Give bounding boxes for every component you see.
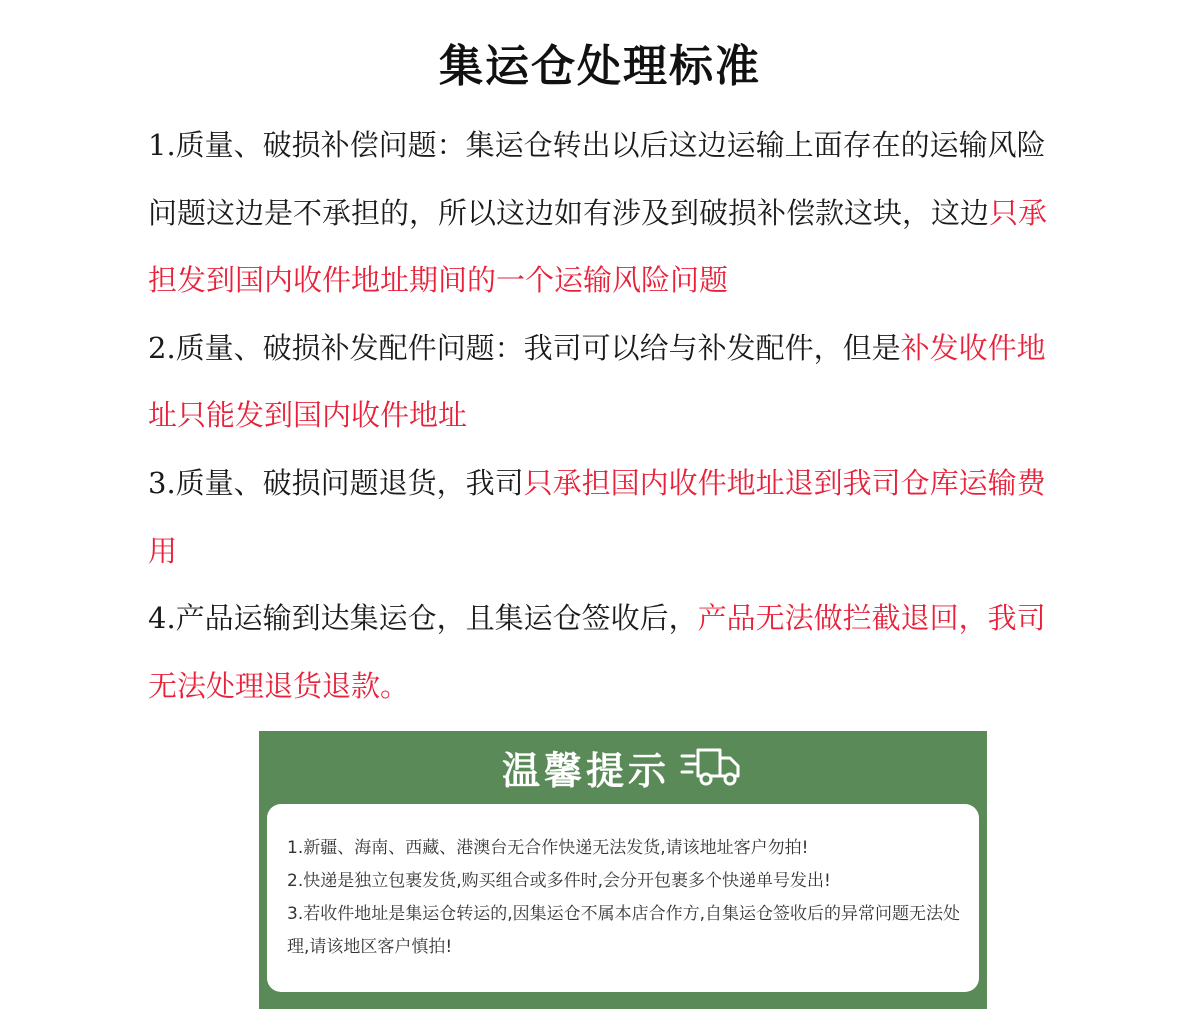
rule-item (148, 450, 1053, 585)
delivery-truck-icon (680, 742, 744, 792)
notice-card (267, 804, 979, 992)
rule-highlight: 补发收件地址只能发到国内收件地址 (148, 330, 1046, 433)
rule-highlight: 只承担国内收件地址退到我司仓库运输费用 (148, 465, 1046, 568)
notice-item: 3.若收件地址是集运仓转运的,因集运仓不属本店合作方,自集运仓签收后的异常问题无法处理,请该地区客户慎拍! (287, 904, 961, 957)
rule-item (148, 112, 1053, 315)
rule-highlight: 产品无法做拦截退回，我司无法处理退货退款。 (148, 601, 1046, 703)
notice-banner (259, 731, 987, 1009)
rule-item (148, 315, 1053, 450)
notice-title: 温馨提示 (501, 748, 670, 793)
rule-text: 3.质量、破损问题退货，我司 (148, 465, 524, 500)
notice-item: 1.新疆、海南、西藏、港澳台无合作快递无法发货,请该地址客户勿拍! (287, 838, 809, 858)
rule-item (148, 585, 1053, 720)
rules-list (148, 112, 1053, 720)
rule-highlight: 只承担发到国内收件地址期间的一个运输风险问题 (148, 195, 1048, 298)
rule-text: 1.质量、破损补偿问题：集运仓转出以后这边运输上面存在的运输风险问题这边是不承担的，所以这边如有涉及到破损补偿款这块，这边 (148, 128, 1046, 230)
notice-item: 2.快递是独立包裹发货,购买组合或多件时,会分开包裹多个快递单号发出! (287, 871, 831, 891)
notice-items (287, 832, 971, 964)
rule-text: 4.产品运输到达集运仓，且集运仓签收后， (148, 601, 698, 636)
notice-header (259, 731, 987, 803)
rule-text: 2.质量、破损补发配件问题：我司可以给与补发配件，但是 (148, 330, 901, 365)
page-title: 集运仓处理标准 (439, 41, 761, 92)
